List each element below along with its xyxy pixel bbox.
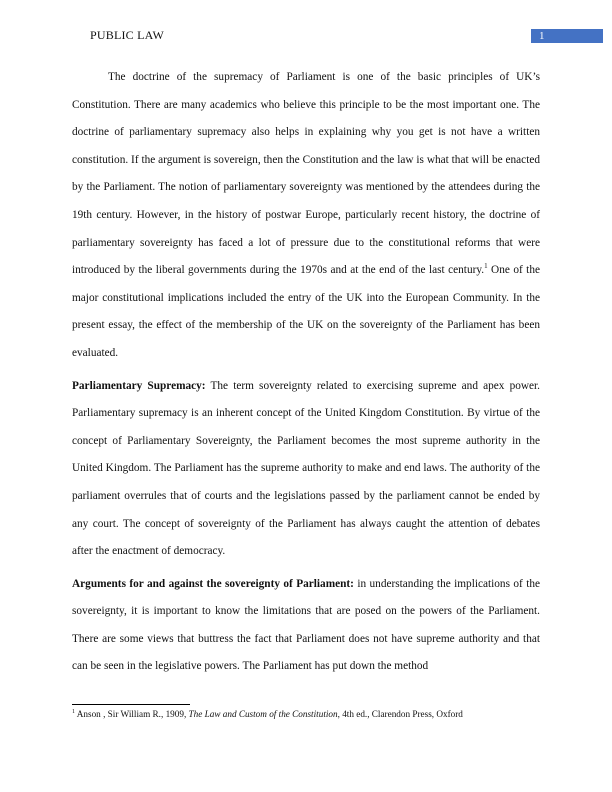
footnote-separator <box>72 704 190 705</box>
running-header-title: PUBLIC LAW <box>90 28 165 42</box>
footnote-number: 1 <box>72 708 75 715</box>
footnote-text-after: , 4th ed., Clarendon Press, Oxford <box>337 709 463 719</box>
footnote-book-title: The Law and Custom of the Constitution <box>188 709 338 719</box>
parliamentary-supremacy-paragraph <box>72 373 540 566</box>
document-body <box>72 64 540 681</box>
intro-text-part-1: The doctrine of the supremacy of Parliament is one of the basic principles of UK’s Constitution. There are many academics who believe this principle to be the most important one. The doctrine of parliamentary supremacy also helps in explaining why you get is not have a written constitution. If the argument is sovereign, then the Constitution and the law is what that will be enacted by the Parliament. The notion of parliamentary sovereignty was mentioned by the attendees during the 19th century. However, in the history of postwar Europe, particularly recent history, the doctrine of parliamentary sovereignty has faced a lot of pressure due to the constitutional reforms that were introduced by the liberal governments during the 1970s and at the end of the last century. <box>72 71 540 277</box>
footnote <box>72 708 540 720</box>
section-heading: Arguments for and against the sovereignty of Parliament: <box>72 577 354 590</box>
arguments-paragraph <box>72 571 540 681</box>
paragraph-text: in understanding the implications of the sovereignty, it is important to know the limitations that are posed on the powers of the Parliament. There are some views that buttress the fact that Parliament does not have supreme authority and that can be seen in the legislative powers. The Parliament has put down the method <box>72 577 540 673</box>
paragraph-text: The term sovereignty related to exercising supreme and apex power. Parliamentary supremacy is an inherent concept of the United Kingdom Constitution. By virtue of the concept of Parliamentary Sovereignty, the Parliament becomes the most supreme authority in the United Kingdom. The Parliament has the supreme authority to make and end laws. The authority of the parliament overrules that of courts and the legislations passed by the parliament cannot be ended by any court. The concept of sovereignty of the Parliament has always caught the attention of debates after the enactment of democracy. <box>72 379 541 558</box>
intro-paragraph <box>72 64 540 368</box>
section-heading: Parliamentary Supremacy: <box>72 379 206 392</box>
intro-text-part-2: One of the major constitutional implications included the entry of the UK into the European Community. In the present essay, the effect of the membership of the UK on the sovereignty of the Parliament has been evaluated. <box>72 264 540 359</box>
footnote-text-before: Anson , Sir William R., 1909, <box>75 709 189 719</box>
page-number-badge: 1 <box>531 29 603 43</box>
footnote-reference[interactable]: 1 <box>484 262 488 271</box>
